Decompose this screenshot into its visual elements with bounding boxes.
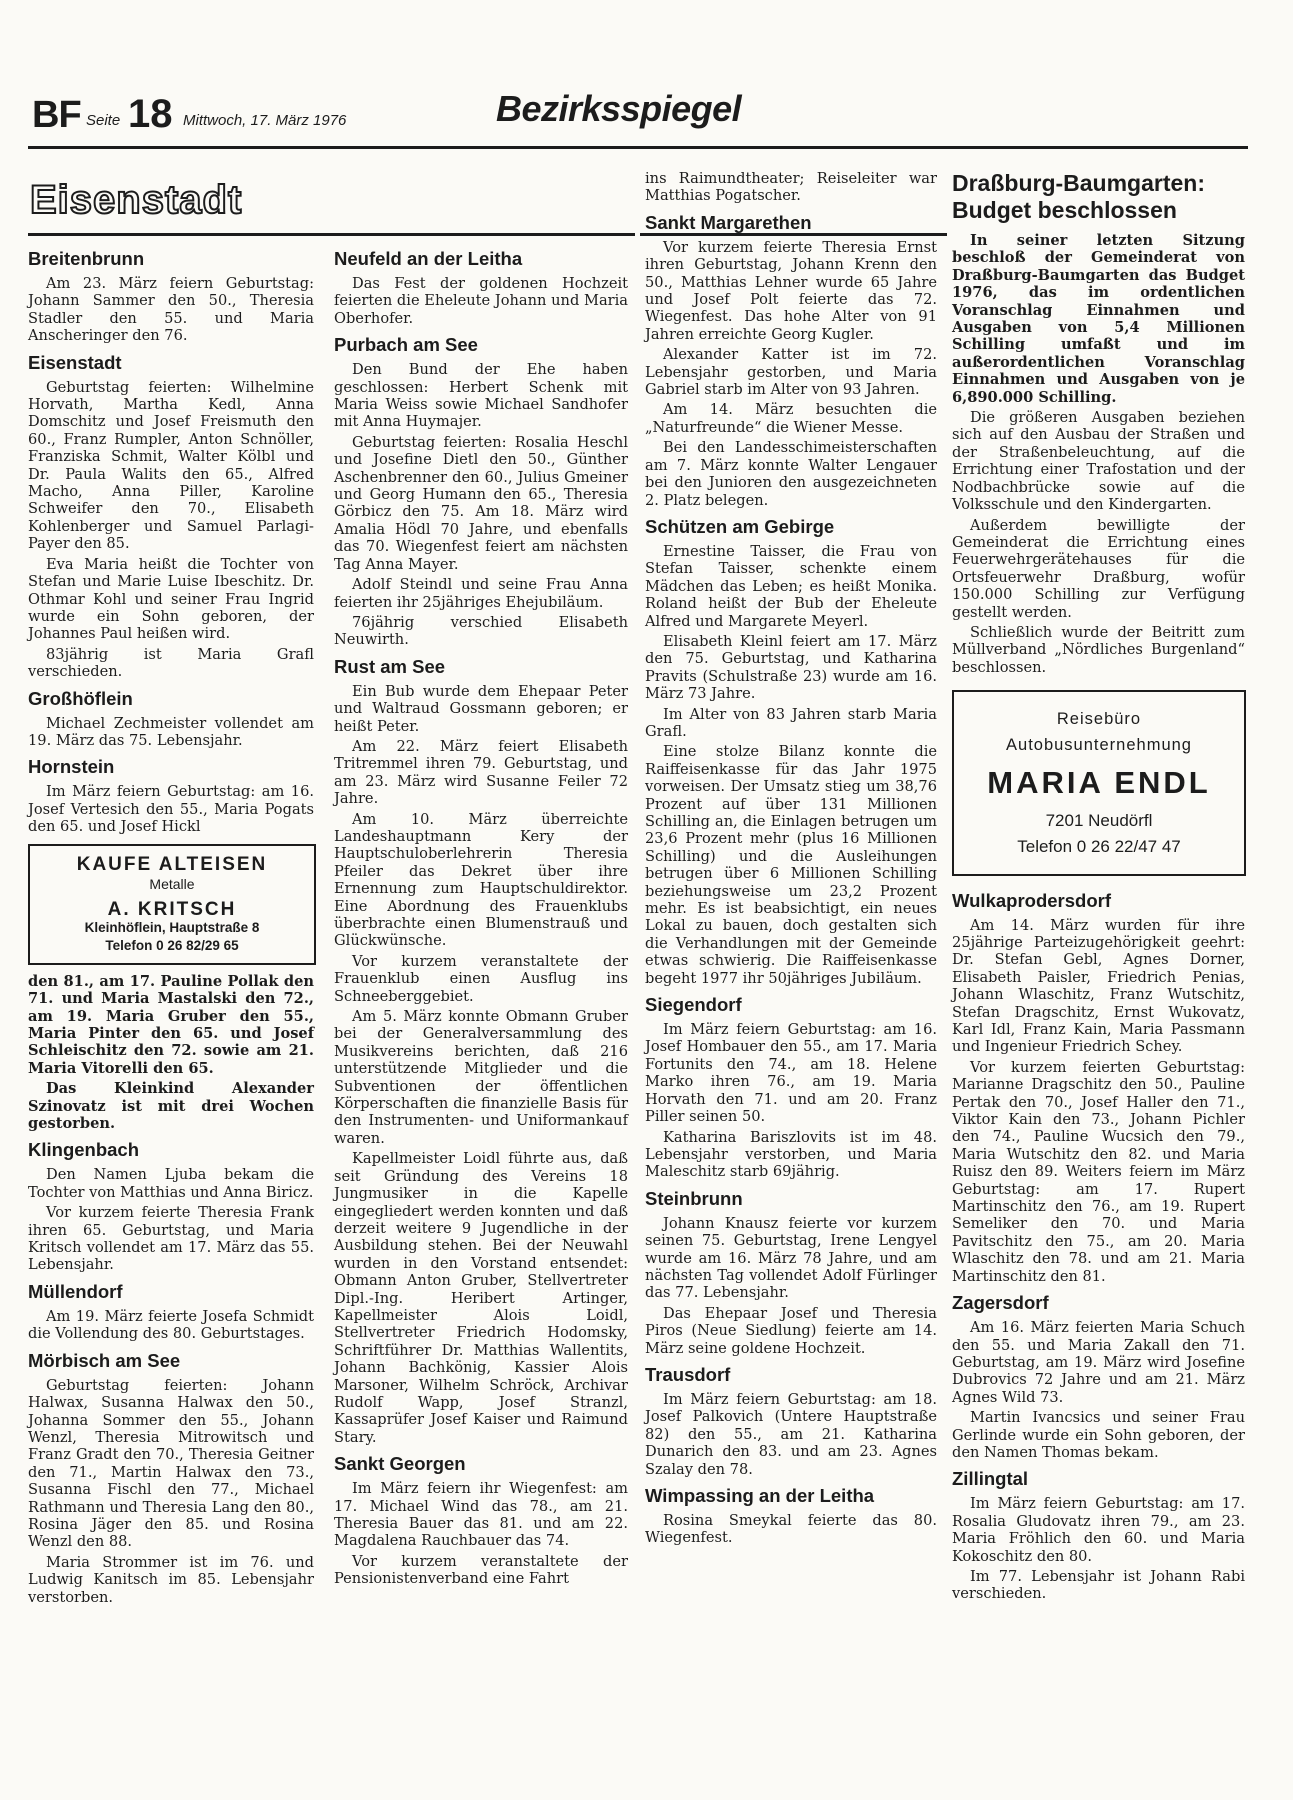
page-label: Seite <box>86 112 121 129</box>
article-paragraph: 76jährig verschied Elisabeth Neuwirth. <box>334 613 628 649</box>
article-paragraph: Vor kurzem feierten Geburtstag: Marianne Dragschitz den 50., Pauline Pertak den 70., Josef Haller den 71., Viktor Kain den 73., Johann Pichler den 74., Pauline Wucsich den 79., Maria Wutschitz den 82. und Maria Ruisz den 89. Weiters feiern im März Geburtstag: am 17. Rupert Martinschitz den 76., am 19. Rupert Semeliker den 70. und Maria Pavitschitz den 75., am 20. Maria Wlaschitz den 78. und am 21. Maria Martinschitz den 81. <box>952 1058 1245 1285</box>
page-header <box>28 82 1248 150</box>
town-heading: Wimpassing an der Leitha <box>645 1485 875 1506</box>
section-title: Bezirksspiegel <box>496 88 742 129</box>
article-paragraph: Alexander Katter ist im 72. Lebensjahr gestorben, und Maria Gabriel starb im Alter von 93 Jahren. <box>645 346 937 399</box>
town-heading: Purbach am See <box>334 334 478 356</box>
column-2 <box>334 246 628 1591</box>
town-heading: Müllendorf <box>28 1280 123 1302</box>
town-heading: Zagersdorf <box>952 1292 1049 1314</box>
town-heading: Sankt Georgen <box>334 1453 466 1475</box>
town-heading: Trausdorf <box>645 1363 731 1385</box>
article-paragraph: Eva Maria heißt die Tochter von Stefan und Marie Luise Ibeschitz. Dr. Othmar Kohl und seiner Frau Ingrid wurde ein Sohn geboren, der Johannes Paul heißen wird. <box>28 555 314 643</box>
article-paragraph: Maria Strommer ist im 76. und Ludwig Kanitsch im 85. Lebensjahr verstorben. <box>28 1553 314 1606</box>
advertisement-kritsch <box>28 844 316 965</box>
article-paragraph: Das Fest der goldenen Hochzeit feierten die Eheleute Johann und Maria Oberhofer. <box>334 275 628 327</box>
town-heading: Rust am See <box>334 655 446 677</box>
column-4 <box>952 170 1245 1606</box>
article-paragraph: Eine stolze Bilanz konnte die Raiffeisenkasse für das Jahr 1975 vorweisen. Der Umsatz stieg um 38,76 Prozent auf über 131 Millionen Schilling an, die Einlagen betrugen um 23,6 Prozent mehr (plus 16 Millionen Schilling) und die Ausleihungen betrugen über 6 Millionen Schilling beziehungsweise um 23,2 Prozent mehr. Es ist beabsichtigt, ein neues Lokal zu bauen, doch gestalten sich die Verhandlungen mit der Gemeinde etwas schwierig. Die Raiffeisenkasse begeht 1977 ihr 50jähriges Jubiläum. <box>645 743 937 987</box>
article-paragraph: Das Kleinkind Alexander Szinovatz ist mit drei Wochen gestorben. <box>28 1080 314 1133</box>
article-paragraph: Am 16. März feierten Maria Schuch den 55. und Maria Zakall den 71. Geburtstag, am 19. März wird Josefine Dubrovics 72 Jahre und am 21. März Agnes Wild 73. <box>952 1319 1245 1406</box>
issue-date: Mittwoch, 17. März 1976 <box>183 112 347 129</box>
ad-address: 7201 Neudörfl <box>1045 810 1153 830</box>
town-heading: Neufeld an der Leitha <box>334 248 523 269</box>
town-heading: Klingenbach <box>28 1139 140 1161</box>
ad-phone: Telefon 0 26 22/47 47 <box>1017 836 1181 856</box>
article-paragraph: Vor kurzem veranstaltete der Frauenklub einen Ausflug ins Schneeberggebiet. <box>334 952 628 1005</box>
ad-company-name: A. KRITSCH <box>107 899 237 921</box>
article-paragraph: Geburtstag feierten: Rosalia Heschl und Josefine Dietl den 50., Günther Aschenbrenner den 60., Julius Gmeiner und Georg Humann den 65., Theresia Görbicz den 75. Am 18. März wird Amalia Hödl 70 Jahre, und ebenfalls das 70. Wiegenfest feiert am nächsten Tag Anna Mayer. <box>334 433 628 573</box>
town-heading: Mörbisch am See <box>28 1349 181 1371</box>
ad-company-name: MARIA ENDL <box>987 765 1211 801</box>
article-paragraph: Vor kurzem veranstaltete der Pensionistenverband eine Fahrt <box>334 1552 628 1588</box>
ad-line: Metalle <box>149 875 195 892</box>
article-paragraph: Im März feiern Geburtstag: am 16. Josef Hombauer den 55., am 17. Maria Fortunits den 74., am 18. Helene Marko ihren 76., am 19. Maria Horvath den 71. und am 20. Franz Piller seinen 50. <box>645 1021 937 1126</box>
article-paragraph: Außerdem bewilligte der Gemeinderat die Errichtung eines Feuerwehrgerätehauses für die Ortsfeuerwehr Draßburg, wofür 150.000 Schilling zur Verfügung gestellt werden. <box>952 516 1245 621</box>
town-heading: Siegendorf <box>645 994 742 1016</box>
ad-address: Kleinhöflein, Hauptstraße 8 <box>84 919 260 935</box>
article-paragraph: Martin Ivancsics und seiner Frau Gerlinde wurde ein Sohn geboren, der den Namen Thomas bekam. <box>952 1409 1245 1461</box>
article-paragraph: Geburtstag feierten: Wilhelmine Horvath, Martha Kedl, Anna Domschitz und Josef Freismuth den 60., Franz Rumpler, Anton Schnöller, Franziska Schmit, Walter Kölbl und Dr. Paula Walits den 65., Alfred Macho, Anna Piller, Karoline Schweifer den 70., Elisabeth Kohlenberger und Samuel Parlagi-Payer den 85. <box>28 378 314 553</box>
article-paragraph: Den Namen Ljuba bekam die Tochter von Matthias und Anna Biricz. <box>28 1166 314 1201</box>
article-paragraph: Am 14. März besuchten die „Naturfreunde“ die Wiener Messe. <box>645 401 937 436</box>
article-lead: In seiner letzten Sitzung beschloß der Gemeinderat von Draßburg-Baumgarten das Budget 1976, das im ordentlichen Voranschlag Einnahmen und Ausgaben von 5,4 Millionen Schilling umfaßt und im außerordentlichen Voranschlag Einnahmen und Ausgaben von je 6,890.000 Schilling. <box>952 232 1245 406</box>
column-1 <box>28 246 314 1609</box>
city-title: Eisenstadt <box>30 178 243 222</box>
article-paragraph: Schließlich wurde der Beitritt zum Müllverband „Nördliches Burgenland“ beschlossen. <box>952 623 1245 676</box>
article-paragraph: Den Bund der Ehe haben geschlossen: Herbert Schenk mit Maria Weiss sowie Michael Sandhofer mit Anna Huymajer. <box>334 361 628 431</box>
article-paragraph: Die größeren Ausgaben beziehen sich auf den Ausbau der Straßen und der Straßenbeleuchtung, auf die Errichtung einer Trafostation und der Nodbachbrücke sowie auf die Volksschule und den Kindergarten. <box>952 409 1245 514</box>
town-heading: Zillingtal <box>952 1468 1029 1490</box>
article-paragraph: Michael Zechmeister vollendet am 19. März das 75. Lebensjahr. <box>28 714 314 749</box>
article-paragraph: Im März feiern ihr Wiegenfest: am 17. Michael Wind das 78., am 21. Theresia Bauer das 81. und am 22. Magdalena Rauchbauer das 74. <box>334 1480 628 1550</box>
article-paragraph: Am 5. März konnte Obmann Gruber bei der Generalversammlung des Musikvereins berichten, daß 216 unterstützende Mitglieder und die Subventionen der öffentlichen Körperschaften die finanzielle Basis für den Instrumenten- und Uniformankauf waren. <box>334 1008 628 1147</box>
article-paragraph: 83jährig ist Maria Grafl verschieden. <box>28 645 314 681</box>
article-paragraph: Im 77. Lebensjahr ist Johann Rabi verschieden. <box>952 1567 1245 1603</box>
town-heading: Eisenstadt <box>28 351 122 373</box>
town-heading: Hornstein <box>28 756 115 778</box>
article-paragraph: Kapellmeister Loidl führte aus, daß seit Gründung des Vereins 18 Jungmusiker in die Kapelle eingegliedert werden konnten und daß derzeit weitere 9 Jugendliche in der Ausbildung stehen. Bei der Neuwahl wurden in den Vorstand entsendet: Obmann Anton Gruber, Stellvertreter Dipl.-Ing. Heribert Artinger, Kapellmeister Alois Loidl, Stellvertreter Friedrich Hodomsky, Schriftführer Dr. Matthias Wallentits, Johann Bachkönig, Kassier Alois Marsoner, Wilhelm Schröck, Archivar Rudolf Wapp, Josef Stranzl, Kassaprüfer Josef Kaiser und Raimund Stary. <box>334 1150 628 1446</box>
article-headline: Draßburg-Baumgarten: Budget beschlossen <box>952 170 1206 223</box>
city-divider <box>28 233 635 236</box>
article-paragraph: Im März feiern Geburtstag: am 17. Rosalia Gludovatz ihren 79., am 23. Maria Fröhlich den 60. und Maria Kokoschitz den 80. <box>952 1495 1245 1565</box>
article-paragraph: Am 22. März feiert Elisabeth Tritremmel ihren 79. Geburtstag, und am 23. März wird Susanne Feiler 72 Jahre. <box>334 737 628 808</box>
article-paragraph: Im März feiern Geburtstag: am 16. Josef Vertesich den 55., Maria Pogats den 65. und Josef Hickl <box>28 783 314 836</box>
article-paragraph: Am 23. März feiern Geburtstag: Johann Sammer den 50., Theresia Stadler den 55. und Maria Anscheringer den 76. <box>28 275 314 345</box>
ad-line: Autobusunternehmung <box>1006 736 1192 755</box>
article-paragraph: Bei den Landesschimeisterschaften am 7. März konnte Walter Lengauer bei den Junioren den ausgezeichneten 2. Platz belegen. <box>645 439 937 509</box>
article-paragraph: Geburtstag feierten: Johann Halwax, Susanna Halwax den 50., Johanna Sommer den 55., Johann Wenzl, Theresia Mitrowitsch und Franz Gradt den 70., Theresia Geitner den 71., Martin Halwax den 73., Susanna Fischl den 77., Michael Rathmann und Theresia Lang den 80., Rosina Jäger den 85. und Rosina Wenzl den 88. <box>28 1376 314 1551</box>
article-paragraph: Elisabeth Kleinl feiert am 17. März den 75. Geburtstag, und Katharina Pravits (Schulstraße 23) wurde am 16. März 73 Jahre. <box>645 632 937 703</box>
ad-line: Reisebüro <box>1056 710 1142 729</box>
town-heading: Großhöflein <box>28 687 133 709</box>
article-paragraph: den 81., am 17. Pauline Pollak den 71. und Maria Mastalski den 72., am 19. Maria Gruber den 55., Maria Pinter den 65. und Josef Schleischitz den 72. sowie am 21. Maria Vitorelli den 65. <box>28 972 314 1077</box>
article-paragraph: Katharina Bariszlovits ist im 48. Lebensjahr verstorben, und Maria Maleschitz starb 69jährig. <box>645 1128 937 1181</box>
article-paragraph: Im Alter von 83 Jahren starb Maria Grafl. <box>645 705 937 740</box>
column-3 <box>645 170 937 1550</box>
article-paragraph: Am 14. März wurden für ihre 25jährige Parteizugehörigkeit geehrt: Dr. Stefan Gebl, Agnes Dorner, Elisabeth Paisler, Friedrich Penias, Johann Wlaschitz, Franz Wutschitz, Stefan Dragschitz, Ernst Wukovatz, Karl Idl, Franz Kain, Maria Passmann und Ingenieur Friedrich Schey. <box>952 916 1245 1056</box>
ad-phone: Telefon 0 26 82/29 65 <box>105 937 239 953</box>
article-paragraph: Ernestine Taisser, die Frau von Stefan Taisser, schenkte einem Mädchen das Leben; es heißt Monika. Roland heißt der Bub der Eheleute Alfred und Margarete Meyerl. <box>645 542 937 630</box>
article-paragraph: Ein Bub wurde dem Ehepaar Peter und Waltraud Gossmann geboren; er heißt Peter. <box>334 682 628 735</box>
article-paragraph: Im März feiern Geburtstag: am 18. Josef Palkovich (Untere Hauptstraße 82) den 55., am 21. Katharina Dunarich den 83. und am 23. Agnes Szalay den 78. <box>645 1390 937 1478</box>
article-paragraph: Adolf Steindl und seine Frau Anna feierten ihr 25jähriges Ehejubiläum. <box>334 576 628 611</box>
town-heading: Schützen am Gebirge <box>645 515 835 537</box>
article-paragraph: Am 10. März überreichte Landeshauptmann Kery der Hauptschuloberlehrerin Theresia Pfeiler das Dekret über ihre Ernennung zum Hauptschuldirektor. Eine Abordnung des Frauenklubs überbrachte einen Blumenstrauß und Glückwünsche. <box>334 810 628 950</box>
town-heading: Breitenbrunn <box>28 248 145 269</box>
article-paragraph: Vor kurzem feierte Theresia Ernst ihren Geburtstag, Johann Krenn den 50., Matthias Lehner wurde 65 Jahre und Josef Polt feierte das 72. Wiegenfest. Das hohe Alter von 91 Jahren erreichte Georg Kugler. <box>645 238 937 343</box>
article-paragraph: Das Ehepaar Josef und Theresia Piros (Neue Siedlung) feierte am 14. März seine goldene Hochzeit. <box>645 1304 937 1357</box>
town-heading: Steinbrunn <box>645 1187 743 1209</box>
article-paragraph: ins Raimundtheater; Reiseleiter war Matthias Pogatscher. <box>645 170 937 205</box>
ad-line: KAUFE ALTEISEN <box>76 853 268 875</box>
town-heading: Sankt Margarethen <box>645 211 812 233</box>
town-heading: Wulkaprodersdorf <box>952 889 1111 911</box>
newspaper-logo: BF <box>32 94 81 136</box>
article-paragraph: Johann Knausz feierte vor kurzem seinen 75. Geburtstag, Irene Lengyel wurde am 16. März 78 Jahre, und am nächsten Tag vollendet Adolf Fürlinger das 77. Lebensjahr. <box>645 1214 937 1302</box>
header-divider <box>28 146 1248 149</box>
page-number: 18 <box>128 92 173 136</box>
article-paragraph: Am 19. März feierte Josefa Schmidt die Vollendung des 80. Geburtstages. <box>28 1307 314 1343</box>
article-paragraph: Rosina Smeykal feierte das 80. Wiegenfest. <box>645 1512 937 1547</box>
article-paragraph: Vor kurzem feierte Theresia Frank ihren 65. Geburtstag, und Maria Kritsch vollendet am 17. März das 55. Lebensjahr. <box>28 1204 314 1274</box>
advertisement-endl <box>952 690 1246 875</box>
